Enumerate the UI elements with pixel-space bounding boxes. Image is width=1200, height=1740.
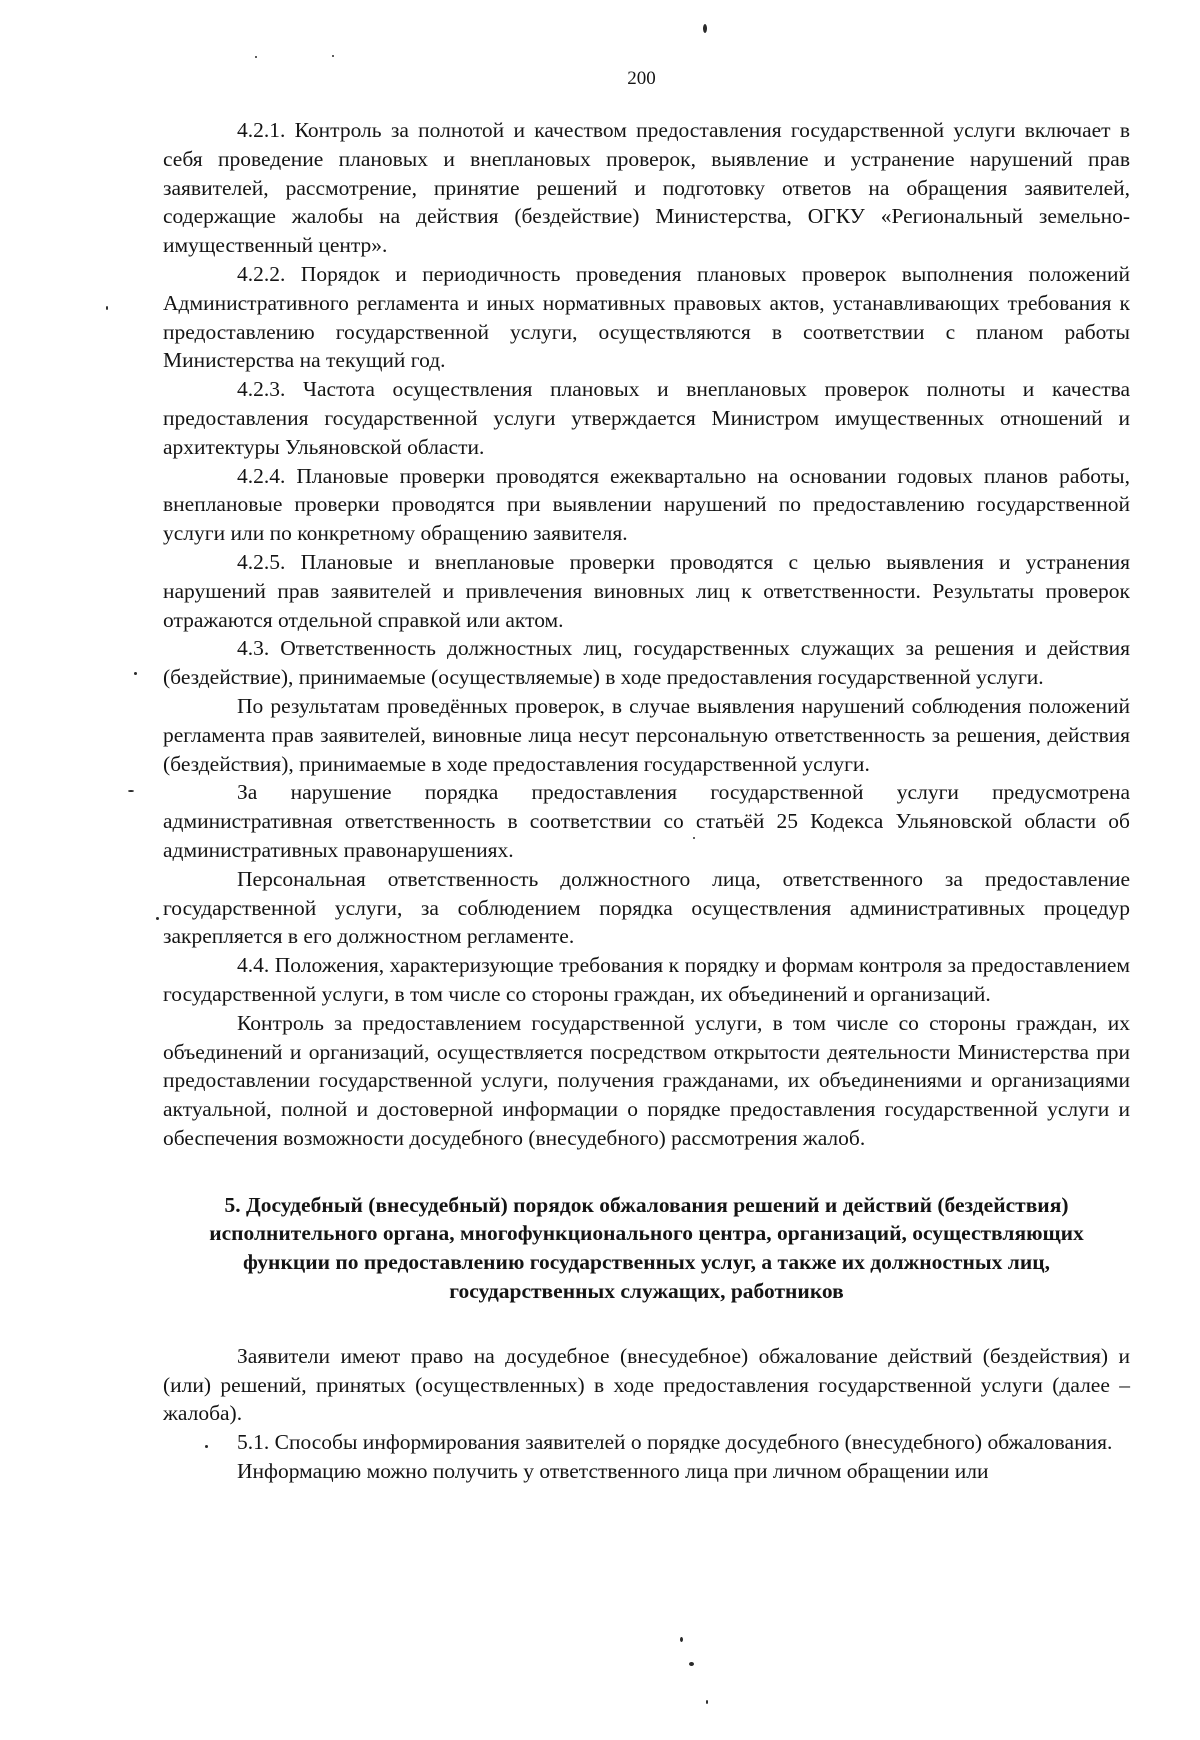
scan-speck	[689, 1662, 694, 1666]
paragraph-4-2-4: 4.2.4. Плановые проверки проводятся ежеквартально на основании годовых планов работы, внеплановые проверки проводятся при выявлении нарушений по предоставлению государственной услуги или по конкретному обращению заявителя.	[163, 463, 1130, 546]
paragraph-4-4: 4.4. Положения, характеризующие требования к порядку и формам контроля за предоставлением государственной услуги, в том числе со стороны граждан, их объединений и организаций.	[163, 953, 1130, 1006]
paragraph-4-2-1: 4.2.1. Контроль за полнотой и качеством предоставления государственной услуги включает в себя проведение плановых и внеплановых проверок, выявление и устранение нарушений прав заявителей, рассмотрение, принятие решений и подготовку ответов на обращения заявителей, содержащие жалобы на действия (бездействие) Министерства, ОГКУ «Региональный земельно-имущественный центр».	[163, 118, 1130, 258]
scan-speck	[134, 672, 137, 675]
scan-speck	[205, 1445, 208, 1448]
scan-speck	[680, 1637, 683, 1642]
document-body	[163, 116, 1130, 1486]
scan-speck	[706, 1700, 708, 1704]
paragraph-4-3: 4.3. Ответственность должностных лиц, государственных служащих за решения и действия (бездействие), принимаемые (осуществляемые) в ходе предоставления государственной услуги.	[163, 636, 1130, 690]
scan-speck	[693, 837, 695, 839]
paragraph-check-results: По результатам проведённых проверок, в случае выявления нарушений соблюдения положений регламента прав заявителей, виновные лица несут персональную ответственность за решения, действия (бездействия), принимаемые в ходе предоставления государственной услуги.	[163, 693, 1130, 776]
paragraph-right-to-appeal: Заявители имеют право на досудебное (внесудебное) обжалование действий (бездействия) и (или) решений, принятых (осуществленных) в ходе предоставления государственной услуги (далее – жалоба).	[163, 1343, 1130, 1426]
scan-speck	[703, 24, 707, 33]
paragraph-5-1: 5.1. Способы информирования заявителей о порядке досудебного (внесудебного) обжалования.	[237, 1430, 1113, 1455]
scan-speck	[156, 917, 159, 920]
paragraph-personal-responsibility: Персональная ответственность должностного лица, ответственного за предоставление государственной услуги, за соблюдением порядка осуществления административных процедур закрепляется в его должностном регламенте.	[163, 866, 1130, 949]
scan-speck	[128, 790, 134, 792]
paragraph-public-control: Контроль за предоставлением государственной услуги, в том числе со стороны граждан, их объединений и организаций, осуществляется посредством открытости деятельности Министерства при предоставлении государственной услуги, получения гражданами, их объединениями и организациями актуальной, полной и достоверной информации о порядке предоставления государственной услуги и обеспечения возможности досудебного (внесудебного) рассмотрения жалоб.	[163, 1010, 1130, 1150]
paragraph-4-2-5: 4.2.5. Плановые и внеплановые проверки проводятся с целью выявления и устранения нарушений прав заявителей и привлечения виновных лиц к ответственности. Результаты проверок отражаются отдельной справкой или актом.	[163, 549, 1130, 632]
paragraph-information-source: Информацию можно получить у ответственного лица при личном обращении или	[237, 1459, 989, 1484]
paragraph-4-2-2: 4.2.2. Порядок и периодичность проведения плановых проверок выполнения положений Административного регламента и иных нормативных правовых актов, устанавливающих требования к предоставлению государственной услуги, осуществляются в соответствии с планом работы Министерства на текущий год.	[163, 261, 1130, 373]
section-5-heading: 5. Досудебный (внесудебный) порядок обжалования решений и действий (бездействия) исполнительного органа, многофункционального центра, организаций, осуществляющих функции по предоставлению государственных услуг, а также их должностных лиц, государственных служащих, работников	[209, 1192, 1084, 1304]
scan-speck	[106, 306, 108, 310]
page-number: 200	[627, 68, 656, 89]
scan-speck	[332, 55, 334, 57]
paragraph-administrative-liability: За нарушение порядка предоставления государственной услуги предусмотрена административная ответственность в соответствии со статьёй 25 Кодекса Ульяновской области об административных правонарушениях.	[163, 780, 1130, 862]
scan-speck	[255, 56, 257, 58]
paragraph-4-2-3: 4.2.3. Частота осуществления плановых и внеплановых проверок полноты и качества предоставления государственной услуги утверждается Министром имущественных отношений и архитектуры Ульяновской области.	[163, 377, 1130, 459]
